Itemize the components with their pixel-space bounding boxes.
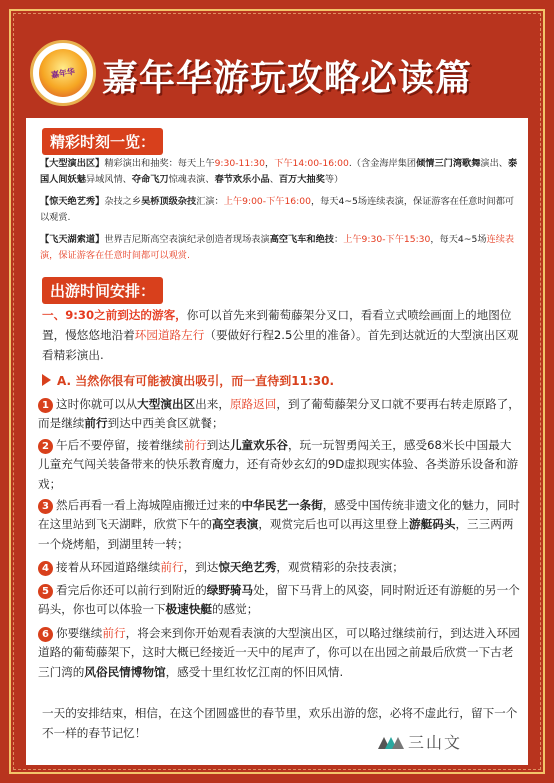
- number-badge: 5: [38, 584, 53, 599]
- text: 出来，: [195, 397, 230, 411]
- text: ，观赏精彩的杂技表演；: [276, 560, 404, 574]
- list-item: [38, 496, 520, 554]
- tag-cableway: 【飞天湖索道】: [40, 234, 105, 245]
- text: 的感觉；: [211, 602, 259, 617]
- text: ，每天4~5场: [430, 234, 487, 245]
- text: 等）: [324, 173, 344, 185]
- highlight-acrobatics: [40, 194, 520, 225]
- page-title: 嘉年华游玩攻略必读篇: [102, 58, 473, 99]
- text: ，玩一玩智勇闯关王，感受68米长中国最大儿童充气闯关装备带来的快乐教育魔力，还有奇妙玄幻的9D虚拟现实体验、各类游乐设备和游戏；: [38, 438, 519, 491]
- number-badge: 6: [38, 627, 53, 642]
- time: 上午9:00-下午16:00: [223, 196, 311, 207]
- list-item: [38, 395, 520, 434]
- schedule-intro: [42, 305, 520, 365]
- text: ，每天4~5场连续表演，保证游客在任意时间都可以观赏.: [40, 196, 515, 223]
- text: 你可以首先来到葡萄藤架分叉口，看看立式喷绘画面上的地图位置，慢悠悠地沿着: [42, 308, 512, 342]
- time: 下午14:00-16:00: [274, 158, 349, 169]
- route: 原路返回: [229, 397, 277, 411]
- text: ，将会来到你开始观看表演的大型演出区，可以略过继续前行，到达进入环园道路的葡萄藤架下，这时大概已经接近一天中的尾声了，你可以在出园之前最后欣赏一下古老三门湾的: [38, 626, 520, 679]
- number-badge: 3: [38, 499, 53, 514]
- highlight-cableway: [40, 232, 520, 263]
- text: 异域风情、: [85, 173, 132, 185]
- text: 世界吉尼斯高空表演纪录创造者现场表演: [104, 234, 270, 245]
- text: 接着从环园道路继续: [56, 560, 161, 574]
- text: 处，留下马背上的风姿，同时附近还有游艇的另一个码头，你也可以体验一下: [38, 583, 520, 617]
- route: 前行: [84, 416, 108, 431]
- text: ，: [265, 158, 275, 169]
- text: 看完后你还可以前行到附近的: [56, 583, 207, 597]
- text: （要做好行程2.5公里的准备）。首先到达就近的大型演出区观看精彩演出.: [42, 328, 519, 362]
- highlights-heading: 精彩时刻一览：: [42, 128, 163, 155]
- event: 泰国人间妖魅: [40, 158, 518, 185]
- route: 前行: [102, 626, 126, 640]
- text: 惊魂表演、: [168, 173, 215, 185]
- triangle-icon: [42, 374, 51, 386]
- text: 到达: [206, 438, 230, 452]
- text: 、: [269, 173, 279, 185]
- list-item: [38, 558, 520, 577]
- subheading-a: [42, 372, 334, 389]
- text: ，到了葡萄藤架分叉口就不要再右转走原路了，而是继续: [38, 397, 520, 431]
- carnival-logo: [30, 40, 96, 106]
- schedule-heading: 出游时间安排：: [42, 277, 163, 304]
- text: 你要继续: [56, 626, 103, 640]
- place: 绿野骑马: [206, 583, 254, 597]
- text: ，到达: [183, 560, 219, 574]
- logo-text: 嘉年华: [50, 65, 76, 80]
- closing-paragraph: 一天的安排结束，相信，在这个团圆盛世的春节里，欢乐出游的您，必将不虚此行，留下一个不一样的春节记忆！: [42, 706, 518, 740]
- place: 极速快艇: [165, 602, 212, 617]
- text: ：: [334, 234, 344, 245]
- place: 惊天绝艺秀: [218, 560, 277, 574]
- content-panel: [26, 118, 528, 765]
- watermark: [378, 730, 462, 753]
- place: 儿童欢乐谷: [229, 438, 288, 452]
- text: 演出、: [480, 158, 508, 169]
- place: 高空表演: [211, 517, 259, 532]
- route: 前行: [183, 438, 207, 452]
- text: ，感受十里红妆忆江南的怀旧风情.: [165, 664, 344, 679]
- event: 夺命飞刀: [131, 173, 169, 185]
- subheading-text: A. 当然你很有可能被演出吸引，而一直待到11:30.: [57, 374, 335, 388]
- watermark-text: 三山文: [408, 733, 463, 752]
- route: 前行: [160, 560, 184, 574]
- logo-emblem: [39, 49, 87, 97]
- text: ，三三两两一个烧烤船，到湖里转一转；: [38, 517, 514, 551]
- highlight-main-stage: [40, 156, 520, 187]
- list-item: [38, 624, 520, 682]
- time: 上午9:30-下午15:30: [343, 234, 431, 245]
- list-item: [38, 581, 520, 620]
- text: 精彩演出和抽奖：每天上午: [104, 158, 215, 169]
- text: ，感受中国传统非遗文化的魅力，同时在这里站到飞天湖畔，欣赏下午的: [38, 498, 520, 532]
- text: 这时你就可以从: [56, 397, 138, 411]
- event: 吴桥顶级杂技: [141, 196, 197, 207]
- text: 连续表演，保证游客在任意时间都可以观赏.: [40, 234, 515, 261]
- number-badge: 4: [38, 561, 53, 576]
- tag-acrobatics: 【惊天绝艺秀】: [40, 196, 105, 207]
- tag-main-stage: 【大型演出区】: [40, 158, 105, 169]
- intro-lead: 一、9:30之前到达的游客，: [42, 308, 187, 322]
- text: ，观赏完后也可以再这里登上: [258, 517, 410, 532]
- event: 百万大抽奖: [278, 173, 325, 185]
- time: 9:30-11:30: [214, 158, 265, 169]
- place: 风俗民情博物馆: [84, 664, 166, 679]
- list-item: [38, 436, 520, 494]
- text: 午后不要停留，接着继续: [56, 438, 184, 452]
- place: 大型演出区: [137, 397, 196, 411]
- text: .（含金海岸集团: [348, 158, 417, 169]
- place: 游艇码头: [409, 517, 456, 532]
- text: 杂技之乡: [104, 196, 142, 207]
- text: 到达中西美食区就餐；: [107, 416, 224, 431]
- event: 高空飞车和绝技: [269, 234, 334, 245]
- route-highlight: 环园道路左行: [134, 328, 205, 342]
- watermark-logo-icon: [378, 735, 404, 749]
- text: 汇演：: [196, 196, 224, 207]
- event: 春节欢乐小品: [214, 173, 270, 185]
- number-badge: 2: [38, 439, 53, 454]
- place: 中华民艺一条街: [241, 498, 323, 512]
- text: 然后再看一看上海城隍庙搬迁过来的: [56, 498, 242, 512]
- event: 倾情三门湾歌舞: [416, 158, 481, 169]
- number-badge: 1: [38, 398, 53, 413]
